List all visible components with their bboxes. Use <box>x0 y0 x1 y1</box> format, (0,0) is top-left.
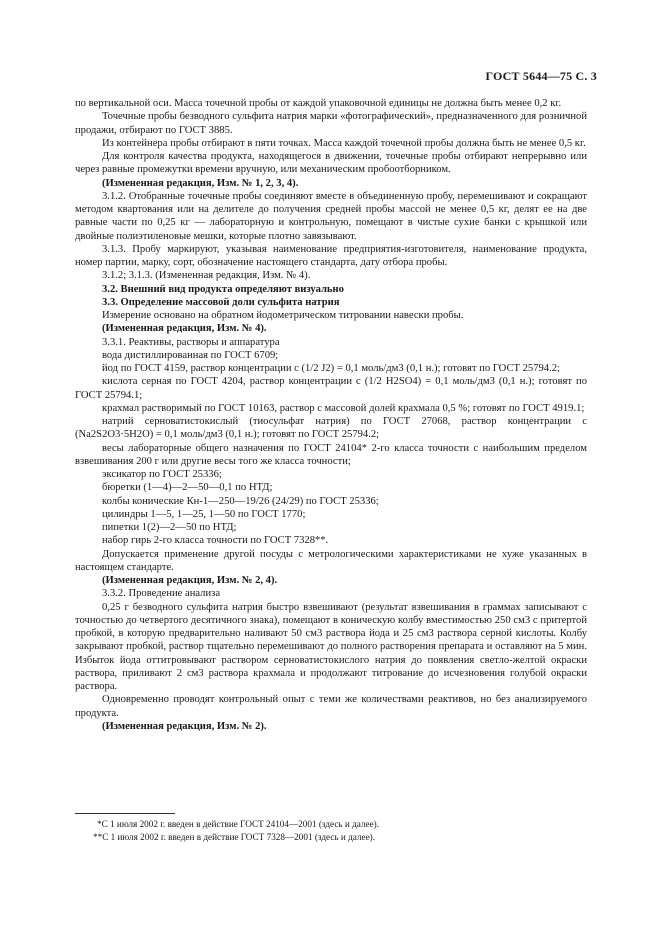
paragraph: Точечные пробы безводного сульфита натрия марки «фотографический», предназначенного для розничной продажи, отбирают по ГОСТ 3885. <box>75 111 587 136</box>
paragraph: Одновременно проводят контрольный опыт с теми же количествами реактивов, но без анализируемого продукта. <box>75 694 587 719</box>
footnote-divider <box>75 813 175 814</box>
paragraph: 3.1.2. Отобранные точечные пробы соединяют вместе в объединенную пробу, перемешивают и сокращают методом квартования или на делителе до получения средней пробы массой не менее 0,5 кг, делят ее на две равные части по 0,25 кг — лабораторную и контрольную, помещают в чистые сухие банки с крышкой или двойные полиэтиленовые мешки, которые плотно завязывают. <box>75 190 587 242</box>
paragraph: 3.1.3. Пробу маркируют, указывая наименование предприятия-изготовителя, наименование продукта, номер партии, марку, сорт, обозначение настоящего стандарта, дату отбора пробы. <box>75 243 587 268</box>
subsection-heading: 3.3.1. Реактивы, растворы и аппаратура <box>102 336 280 348</box>
list-item: йод по ГОСТ 4159, раствор концентрации c (1/2 J2) = 0,1 моль/дм3 (0,1 н.); готовят по ГОСТ 25794.2; <box>102 363 560 374</box>
list-item: вода дистиллированная по ГОСТ 6709; <box>102 349 279 361</box>
footnote: **С 1 июля 2002 г. введен в действие ГОСТ 7328—2001 (здесь и далее). <box>93 831 376 842</box>
list-item: натрий серноватистокислый (тиосульфат натрия) по ГОСТ 27068, раствор концентрации c (Na2S2O3·5H2O) = 0,1 моль/дм3 (0,1 н.); готовят по ГОСТ 25794.2; <box>75 416 587 441</box>
amendment-note: (Измененная редакция, Изм. № 2, 4). <box>102 575 278 586</box>
paragraph: Измерение основано на обратном йодометрическом титровании навески пробы. <box>102 310 464 321</box>
paragraph: 0,25 г безводного сульфита натрия быстро взвешивают (результат взвешивания в граммах записывают с точностью до четвертого десятичного знака), помещают в коническую колбу вместимостью 250 см3 с притертой пробкой, в которую предварительно наливают 50 см3 раствора йода и 25 см3 раствора серной кислоты. Колбу закрывают пробкой, раствор тщательно перемешивают до полного растворения препарата и оставляют на 5 мин. Избыток йода оттитровывают раствором серноватистокислого натрия до появления светло-желтой окраски раствора, приливают 2 см3 раствора крахмала и продолжают титрование до исчезновения голубой окраски раствора. <box>75 601 587 692</box>
paragraph: Допускается применение другой посуды с метрологическими характеристиками не хуже указанных в настоящем стандарте. <box>75 548 587 573</box>
list-item: цилиндры 1—5, 1—25, 1—50 по ГОСТ 1770; <box>102 508 306 520</box>
section-heading: 3.2. Внешний вид продукта определяют визуально <box>102 283 344 295</box>
amendment-note: 3.1.2; 3.1.3. (Измененная редакция, Изм. № 4). <box>102 270 311 282</box>
amendment-note: (Измененная редакция, Изм. № 1, 2, 3, 4). <box>102 177 299 189</box>
paragraph: по вертикальной оси. Масса точечной пробы от каждой упаковочной единицы не должна быть менее 0,2 кг. <box>75 98 562 109</box>
list-item: крахмал растворимый по ГОСТ 10163, раствор с массовой долей крахмала 0,5 %; готовят по ГОСТ 4919.1; <box>102 402 585 414</box>
list-item: эксикатор по ГОСТ 25336; <box>102 469 222 480</box>
list-item: весы лабораторные общего назначения по ГОСТ 24104* 2-го класса точности с наибольшим пределом взвешивания 200 г или другие весы того же класса точности; <box>75 442 587 467</box>
paragraph: Для контроля качества продукта, находящегося в движении, точечные пробы отбирают непрерывно или через равные промежутки времени вручную, или механическим пробоотборником. <box>75 151 587 176</box>
list-item: бюретки (1—4)—2—50—0,1 по НТД; <box>102 482 273 494</box>
list-item: колбы конические Кн-1—250—19/26 (24/29) по ГОСТ 25336; <box>102 495 379 507</box>
footnote: *С 1 июля 2002 г. введен в действие ГОСТ 24104—2001 (здесь и далее). <box>97 819 380 829</box>
page-header: ГОСТ 5644—75 С. 3 <box>485 69 597 83</box>
list-item: набор гирь 2-го класса точности по ГОСТ 7328**. <box>102 535 329 547</box>
section-heading: 3.3. Определение массовой доли сульфита натрия <box>102 296 340 308</box>
list-item: кислота серная по ГОСТ 4204, раствор концентрации c (1/2 H2SO4) = 0,1 моль/дм3 (0,1 н.); готовят по ГОСТ 25794.1; <box>75 376 587 401</box>
amendment-note: (Измененная редакция, Изм. № 2). <box>102 720 267 732</box>
document-body <box>75 97 587 733</box>
subsection-heading: 3.3.2. Проведение анализа <box>102 588 221 600</box>
list-item: пипетки 1(2)—2—50 по НТД; <box>102 522 237 533</box>
amendment-note: (Измененная редакция, Изм. № 4). <box>102 323 267 335</box>
paragraph: Из контейнера пробы отбирают в пяти точках. Масса каждой точечной пробы должна быть не менее 0,5 кг. <box>102 137 586 149</box>
footnotes <box>75 818 587 843</box>
